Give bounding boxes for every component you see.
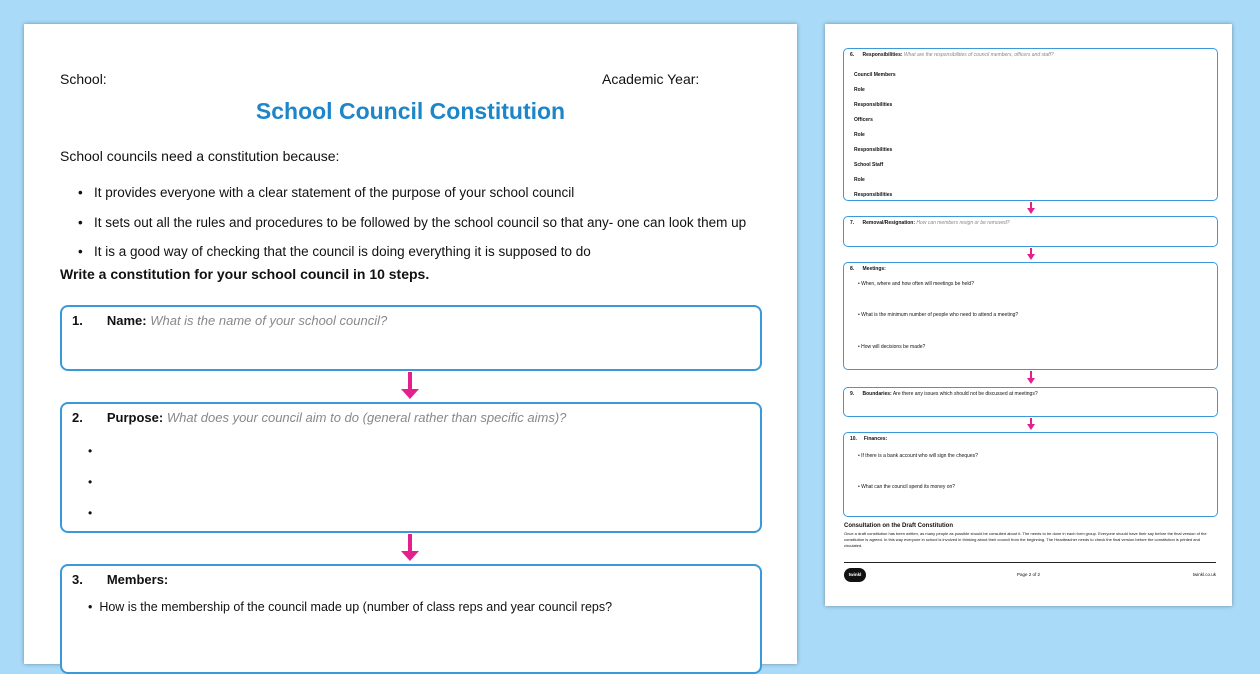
twinkl-logo: twinkl (844, 568, 866, 582)
intro-text: School councils need a constitution because: (60, 148, 340, 164)
school-label: School: (60, 71, 107, 87)
step-finances-box[interactable]: 10. Finances: • If there is a bank account who will sign the cheques? • What can the council spend its money on? (843, 432, 1218, 517)
consultation-heading: Consultation on the Draft Constitution (844, 523, 953, 529)
academic-year-label: Academic Year: (602, 71, 700, 87)
reasons-list (78, 178, 746, 267)
step-purpose-box[interactable] (60, 402, 762, 533)
page-one (24, 24, 797, 664)
site-label: twinkl.co.uk (1192, 572, 1216, 577)
reason-item: • It is a good way of checking that the council is doing everything it is supposed to do (78, 244, 591, 259)
step-name: Members: (106, 572, 169, 587)
page-two (825, 24, 1232, 606)
step-name-box[interactable] (60, 305, 762, 371)
step-name: Purpose: (106, 410, 164, 425)
step-number: 3. (72, 572, 83, 587)
step-number: 1. (72, 313, 83, 328)
step-boundaries-box[interactable]: 9. Boundaries: Are there any issues which should not be discussed at meetings? (843, 387, 1218, 417)
bullet-item: • How is the membership of the council made up (number of class reps and year council reps? (88, 600, 613, 614)
step-name: Name: (106, 313, 147, 328)
step-question: What does your council aim to do (general rather than specific aims)? (166, 410, 567, 425)
page-number: Page 2 of 2 (1016, 572, 1041, 577)
step-members-box[interactable] (60, 564, 762, 674)
instruction: Write a constitution for your school council in 10 steps. (60, 266, 430, 282)
reason-item: • It sets out all the rules and procedures to be followed by the school council so that any- one can look them up (78, 214, 747, 230)
responsibility-lines: Council Members Role Responsibilities Officers Role Responsibilities School Staff Role Responsibilities (854, 72, 896, 198)
reason-item: • It provides everyone with a clear statement of the purpose of your school council (78, 185, 575, 200)
step-question: What is the name of your school council? (150, 313, 388, 328)
consultation-text: Once a draft constitution has been written, as many people as possible should be consulted about it. The needs to be done in each form group. Everyone should have their say before the final version of the constitution is agreed. In this way everyone in school is involved in thinking about their council from the beginning. The Headteacher needs to check the final version before the constitution is printed and circulated. (844, 531, 1207, 548)
bullet-lines: • • • (88, 444, 93, 520)
step-removal-box[interactable]: 7. Removal/Resignation: How can members resign or be removed? (843, 216, 1218, 247)
step-meetings-box[interactable]: 8. Meetings: • When, where and how often will meetings be held? • What is the minimum number of people who need to attend a meeting? • How will decisions be made? (843, 262, 1218, 370)
footer-divider (844, 562, 1216, 563)
page-title: School Council Constitution (255, 98, 566, 124)
step-number: 2. (72, 410, 83, 425)
step-responsibilities-box[interactable]: 6. Responsibilities: What are the responsibilities of council members, officers and staff? Council Members Role Responsibilities Officers Role Responsibilities School Staff Role Responsibilities (843, 48, 1218, 201)
